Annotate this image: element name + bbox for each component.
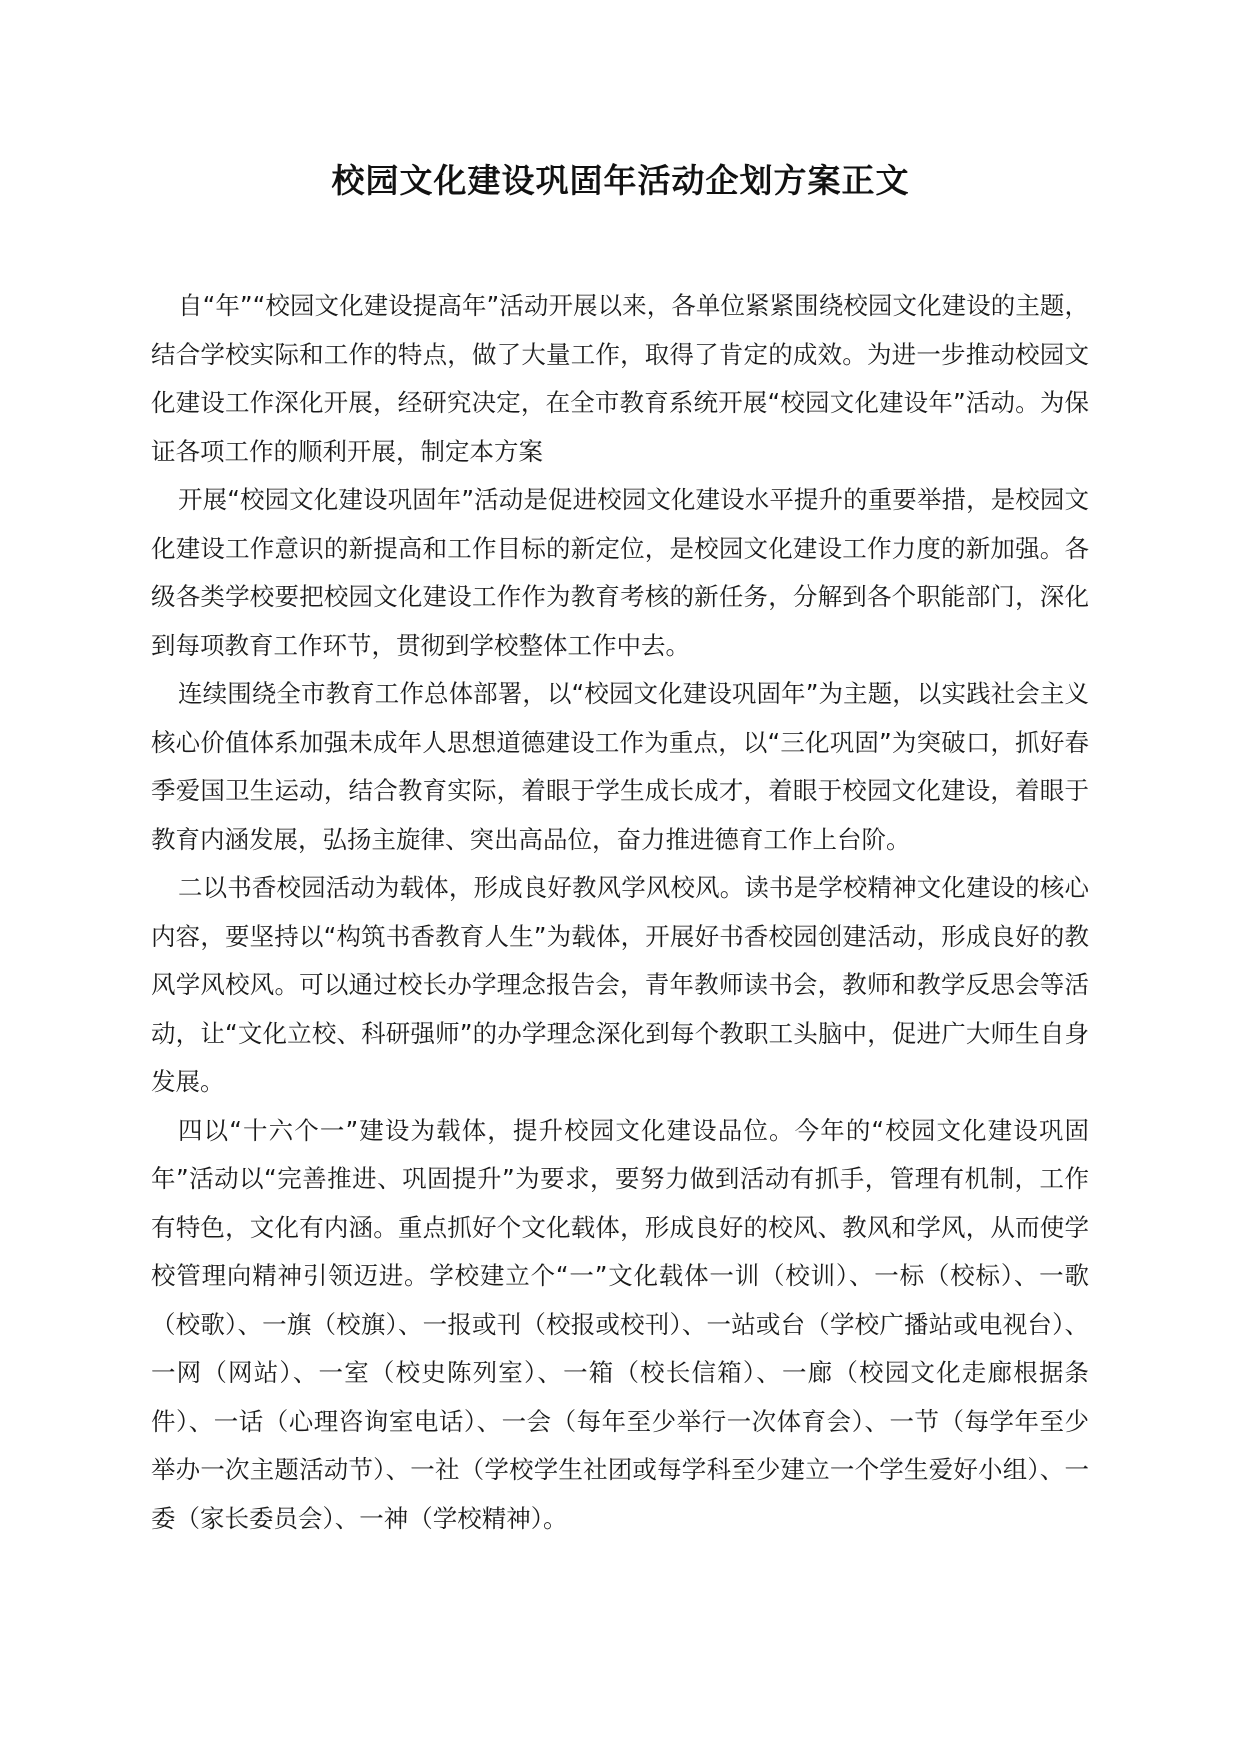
- paragraph-significance: 开展“校园文化建设巩固年”活动是促进校园文化建设水平提升的重要举措，是校园文化建设工作意识的新提高和工作目标的新定位，是校园文化建设工作力度的新加强。各级各类学校要把校园文化建设工作作为教育考核的新任务，分解到各个职能部门，深化到每项教育工作环节，贯彻到学校整体工作中去。: [151, 485, 1089, 660]
- paragraph-book-campus: 二以书香校园活动为载体，形成良好教风学风校风。读书是学校精神文化建设的核心内容，要坚持以“构筑书香教育人生”为载体，开展好书香校园创建活动，形成良好的教风学风校风。可以通过校长办学理念报告会，青年教师读书会，教师和教学反思会等活动，让“文化立校、科研强师”的办学理念深化到每个教职工头脑中，促进广大师生自身发展。: [151, 873, 1089, 1096]
- paragraph-guiding-idea: 连续围绕全市教育工作总体部署，以“校园文化建设巩固年”为主题，以实践社会主义核心价值体系加强未成年人思想道德建设工作为重点，以“三化巩固”为突破口，抓好春季爱国卫生运动，结合教育实际，着眼于学生成长成才，着眼于校园文化建设，着眼于教育内涵发展，弘扬主旋律、突出高品位，奋力推进德育工作上台阶。: [151, 679, 1089, 854]
- paragraph-intro: 自“年”“校园文化建设提高年”活动开展以来，各单位紧紧围绕校园文化建设的主题，结合学校实际和工作的特点，做了大量工作，取得了肯定的成效。为进一步推动校园文化建设工作深化开展，经研究决定，在全市教育系统开展“校园文化建设年”活动。为保证各项工作的顺利开展，制定本方案: [151, 291, 1089, 466]
- document-title: 校园文化建设巩固年活动企划方案正文: [331, 161, 910, 200]
- document-body: [151, 282, 1089, 1543]
- paragraph-sixteen-ones: 四以“十六个一”建设为载体，提升校园文化建设品位。今年的“校园文化建设巩固年”活动以“完善推进、巩固提升”为要求，要努力做到活动有抓手，管理有机制，工作有特色，文化有内涵。重点抓好个文化载体，形成良好的校风、教风和学风，从而使学校管理向精神引领迈进。学校建立个“一”文化载体一训（校训）、一标（校标）、一歌（校歌）、一旗（校旗）、一报或刊（校报或校刊）、一站或台（学校广播站或电视台）、一网（网站）、一室（校史陈列室）、一箱（校长信箱）、一廊（校园文化走廊根据条件）、一话（心理咨询室电话）、一会（每年至少举行一次体育会）、一节（每学年至少举办一次主题活动节）、一社（学校学生社团或每学科至少建立一个学生爱好小组）、一委（家长委员会）、一神（学校精神）。: [151, 1115, 1089, 1533]
